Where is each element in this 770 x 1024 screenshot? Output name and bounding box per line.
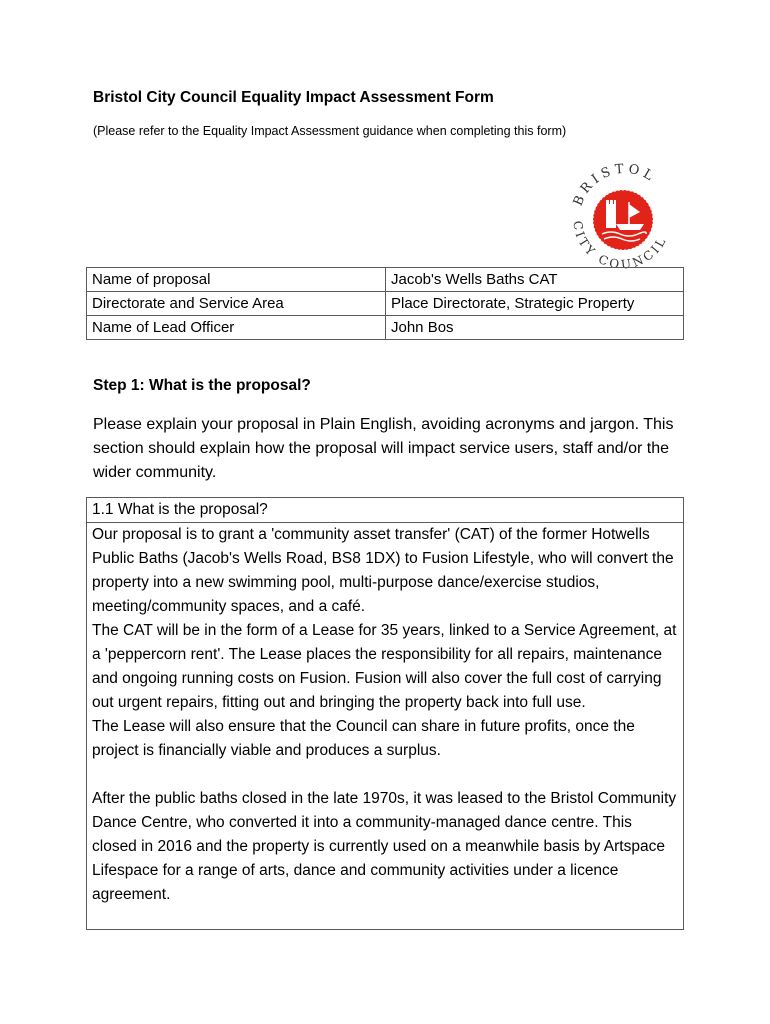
proposal-info-table — [86, 267, 684, 340]
step1-heading: Step 1: What is the proposal? — [93, 377, 311, 394]
answer-paragraph: The CAT will be in the form of a Lease for 35 years, linked to a Service Agreement, at a 'peppercorn rent'. The Lease places the responsibility for all repairs, maintenance and ongoing running costs on Fusion. Fusion will also cover the full cost of carrying out urgent repairs, fitting out and bringing the property back into full use. — [92, 622, 677, 711]
form-subtitle: (Please refer to the Equality Impact Assessment guidance when completing this form) — [93, 124, 567, 138]
proposal-name-label: Name of proposal — [87, 268, 386, 292]
bristol-council-logo — [566, 162, 678, 270]
question-1-1: 1.1 What is the proposal? — [87, 498, 683, 523]
answer-text — [87, 523, 683, 907]
answer-paragraph: Our proposal is to grant a 'community asset transfer' (CAT) of the former Hotwells Public Baths (Jacob's Wells Road, BS8 1DX) to Fusion Lifestyle, who will convert the property into a new swimming pool, multi-purpose dance/exercise studios, meeting/community spaces, and a café. — [92, 526, 674, 615]
lead-officer-value: John Bos — [386, 316, 684, 340]
directorate-value: Place Directorate, Strategic Property — [386, 292, 684, 316]
answer-paragraph: The Lease will also ensure that the Council can share in future profits, once the project is financially viable and produces a surplus. — [92, 718, 635, 759]
table-row — [87, 268, 684, 292]
proposal-name-value: Jacob's Wells Baths CAT — [386, 268, 684, 292]
lead-officer-label: Name of Lead Officer — [87, 316, 386, 340]
svg-text:CITY COUNCIL: CITY COUNCIL — [570, 219, 670, 270]
directorate-label: Directorate and Service Area — [87, 292, 386, 316]
table-row — [87, 292, 684, 316]
form-title: Bristol City Council Equality Impact Assessment Form — [93, 89, 494, 106]
table-row — [87, 316, 684, 340]
step1-intro: Please explain your proposal in Plain English, avoiding acronyms and jargon. This section should explain how the proposal will impact service users, staff and/or the wider community. — [93, 416, 674, 481]
svg-text:BRISTOL: BRISTOL — [570, 162, 659, 209]
answer-paragraph: After the public baths closed in the late 1970s, it was leased to the Bristol Community Dance Centre, who converted it into a community-managed dance centre. This closed in 2016 and the property is currently used on a meanwhile basis by Artspace Lifespace for a range of arts, dance and community activities under a licence agreement. — [92, 790, 677, 903]
bristol-logo-icon — [566, 162, 678, 270]
paragraph-gap — [92, 763, 678, 787]
proposal-answer-box — [86, 497, 684, 930]
